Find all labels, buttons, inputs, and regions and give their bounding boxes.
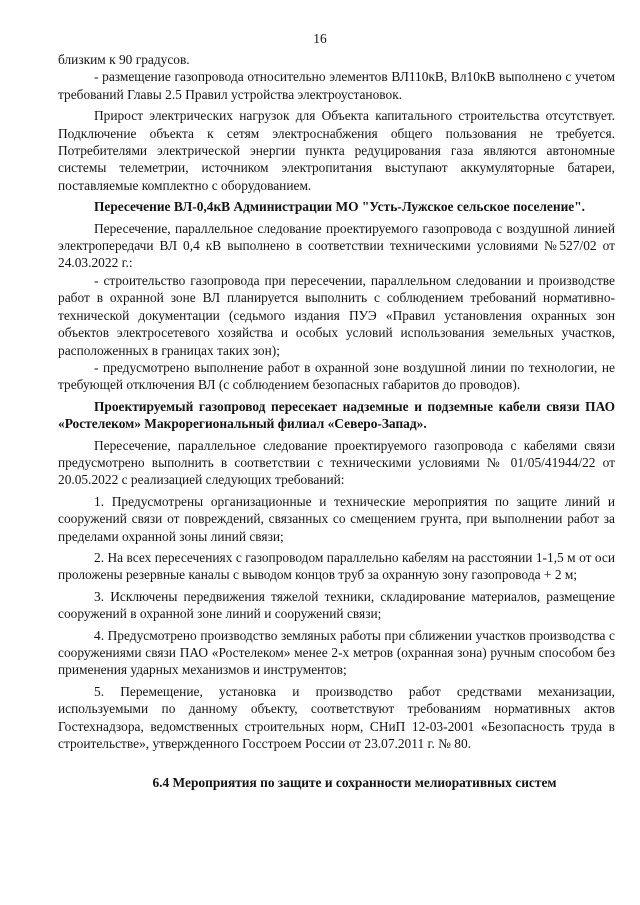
list-item: 5. Перемещение, установка и производство работ средствами механизации, используемыми по данному объекту, соответствуют требованиям нормативных актов Гостехнадзора, ведомственных строительных норм, СНиП 12-03-2001 «Безопасность труда в строительстве», утвержденного Госстроем России от 23.07.2011 г. № 80. <box>58 683 615 752</box>
list-item: 1. Предусмотрены организационные и технические мероприятия по защите линий и сооружений связи от повреждений, связанных со смещением грунта, при выполнении работ за пределами охранной зоны линий связи; <box>58 493 615 544</box>
page-number: 16 <box>313 31 327 46</box>
paragraph: Прирост электрических нагрузок для Объекта капитального строительства отсутствует. Подключение объекта к сетям электроснабжения общего пользования не требуется. Потребителями электрической энергии пункта редуцирования газа являются автономные системы телеметрии, источником электропитания выступают аккумуляторные батареи, поставляемые комплектно с оборудованием. <box>58 108 615 193</box>
list-item: 3. Исключены передвижения тяжелой техники, складирование материалов, размещение сооружений в охранной зоне линий и сооружений связи; <box>58 588 615 622</box>
list-item: 4. Предусмотрено производство земляных работы при сближении участков производства с сооружениями связи ПАО «Ростелеком» менее 2-х метров (охранная зона) ручным способом без применения ударных механизмов и инструментов; <box>58 627 615 678</box>
paragraph: - строительство газопровода при пересечении, параллельном следовании и производстве работ в охранной зоне ВЛ планируется выполнить с соблюдением требований нормативно-технической документации (седьмого издания ПУЭ «Правил установления охранных зон объектов электросетевого хозяйства и особых условий использования земельных участков, расположенных в границах таких зон); <box>58 272 615 358</box>
page-body <box>58 51 615 792</box>
paragraph: - предусмотрено выполнение работ в охранной зоне воздушной линии по технологии, не требующей отключения ВЛ (с соблюдением безопасных габаритов до проводов). <box>58 359 615 393</box>
subsection-heading: Пересечение ВЛ-0,4кВ Администрации МО "Усть-Лужское сельское поселение". <box>94 199 586 215</box>
subsection-heading: Проектируемый газопровод пересекает надземные и подземные кабели связи ПАО «Ростелеком» Макрорегиональный филиал «Северо-Запад». <box>58 398 615 432</box>
paragraph: близким к 90 градусов. <box>58 52 190 67</box>
paragraph: - размещение газопровода относительно элементов ВЛ110кВ, Вл10кВ выполнено с учетом требований Главы 2.5 Правил устройства электроустановок. <box>58 69 615 102</box>
paragraph: Пересечение, параллельное следование проектируемого газопровода с кабелями связи предусмотрено выполнить в соответствии с техническими условиями № 01/05/41944/22 от 20.05.2022 с реализацией следующих требований: <box>58 437 615 488</box>
paragraph: Пересечение, параллельное следование проектируемого газопровода с воздушной линией электропередачи ВЛ 0,4 кВ выполнено в соответствии техническими условиями №527/02 от 24.03.2022 г.: <box>58 220 615 271</box>
section-title: 6.4 Мероприятия по защите и сохранности мелиоративных систем <box>152 775 557 791</box>
list-item: 2. На всех пересечениях с газопроводом параллельно кабелям на расстоянии 1-1,5 м от оси проложены резервные каналы с выводом концов труб за охранную зону газопровода + 2 м; <box>58 549 615 583</box>
